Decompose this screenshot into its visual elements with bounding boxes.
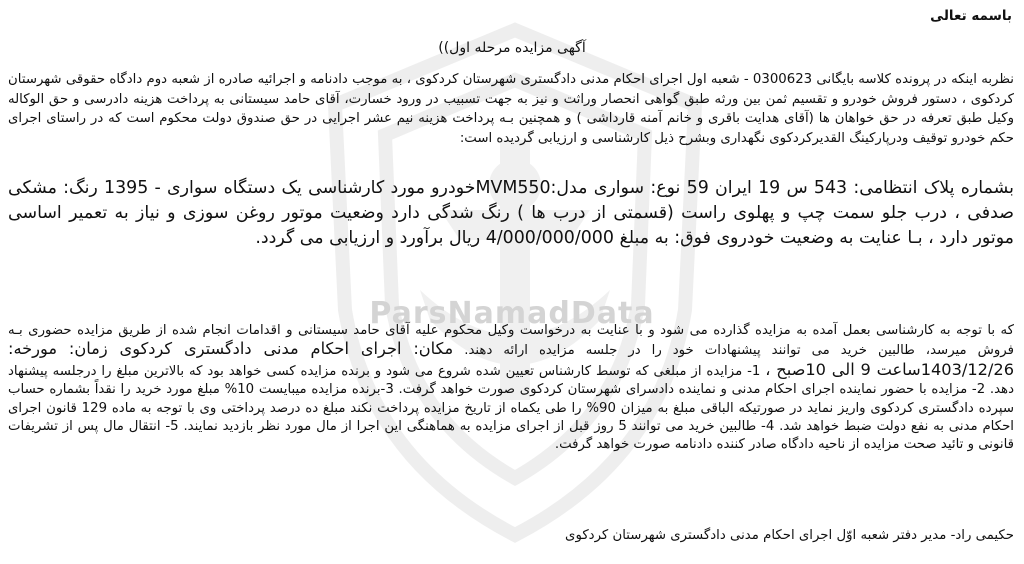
opening-phrase: باسمه تعالی <box>930 8 1012 24</box>
terms-conditions-text: 1- مزایده از مبلغی که توسط کارشناس تعیین شده شروع می شود و برنده مزایده کسی خواهد بود که بالاترین مبلغ را درجلسه پیشنهاد دهد. 2- مزایده با حضور نماینده اجرای احکام مدنی و نماینده دادسرای شهرستان کردکوی صورت خواهد گرفت. 3-برنده مزایده میبایست 10% مبلغ مورد خرید را نقداً بشماره حساب سپرده دادگستری کردکوی واریز نماید در صورتیکه الباقی مبلغ به میزان 90% را طی یکماه از تاریخ مزایده پرداخت نکند مبلغ ده درصد پرداختی وی با توجه به ماده 129 قانون اجرای احکام مدنی به نفع دولت ضبط خواهد شد. 4- طالبین خرید می توانند 5 روز قبل از اجرای مزایده به هماهنگی این اجرا از مال مورد نظر بازدید نمایند. 5- انتقال مال پس از تشریفات قانونی و تائید صحت مزایده از ناحیه دادگاه صادر کننده دادنامه صورت خواهد گرفت. <box>8 363 1014 453</box>
signature-line: حکیمی راد- مدیر دفتر شعبه اوّل اجرای احکام مدنی دادگستری شهرستان کردکوی <box>565 528 1014 543</box>
notice-title: آگهی مزایده مرحله اول)) <box>438 40 586 56</box>
auction-terms-paragraph <box>8 322 1014 455</box>
terms-intro-text: که با توجه به کارشناسی بعمل آمده به مزایده گذارده می شود و با عنایت به درخواست وکیل محکوم علیه آقای حامد سیستانی و اقدامات انجام شده از طریق مزایده حضوری بـه فروش میرسد، طالبین خرید می توانند پیشنهادات خود را در جلسه مزایده ارائه دهند. <box>8 323 1014 359</box>
vehicle-description-paragraph: بشماره پلاک انتظامی: 543 س 19 ایران 59 نوع: سواری مدل:MVM550خودرو مورد کارشناسی یک دستگاه سواری - 1395 رنگ: مشکی صدفی ، درب جلو سمت چپ و پهلوی راست (قسمتی از درب ها ) رنگ شدگی دارد وضعیت موتور روغن سوزی و نیاز به تعمیر اساسی موتور دارد ، بـا عنایت به وضعیت خودروی فوق: به مبلغ 4/000/000/000 ریال برآورد و ارزیابی می گردد. <box>8 178 1014 248</box>
watermark-text: ParsNamadData <box>369 296 655 331</box>
intro-paragraph: نظربه اینکه در پرونده کلاسه بایگانی 0300623 - شعبه اول اجرای احکام مدنی دادگستری شهرستان کردکوی ، به موجب دادنامه و اجرائیه صادره از شعبه دوم دادگاه حقوقی شهرستان کردکوی ، دستور فروش خودرو و تقسیم ثمن بین ورثه طبق گواهی انحصار وراثت و نیز به جهت تسبیب در ورود خسارت، آقای حامد سیستانی به پرداخت هزینه دادرسی و حق الوکاله وکیل طبق تعرفه در حق خواهان ها (آقای هدایت باقری و خانم آمنه قارداشی ) و همچنین بـه پرداخت هزینه نیم عشر اجرایی در حق صندوق دولت محکوم است که در راستای اجرای حکم خودرو توقیف ودرپارکینگ القدیرکردکوی نگهداری وبشرح ذیل کارشناسی و ارزیابی گردیده است: <box>8 72 1014 146</box>
auction-place-time-text: مکان: اجرای احکام مدنی دادگستری کردکوی زمان: مورخه: 1403/12/26ساعت 9 الی 10صبح ، <box>8 339 1014 379</box>
